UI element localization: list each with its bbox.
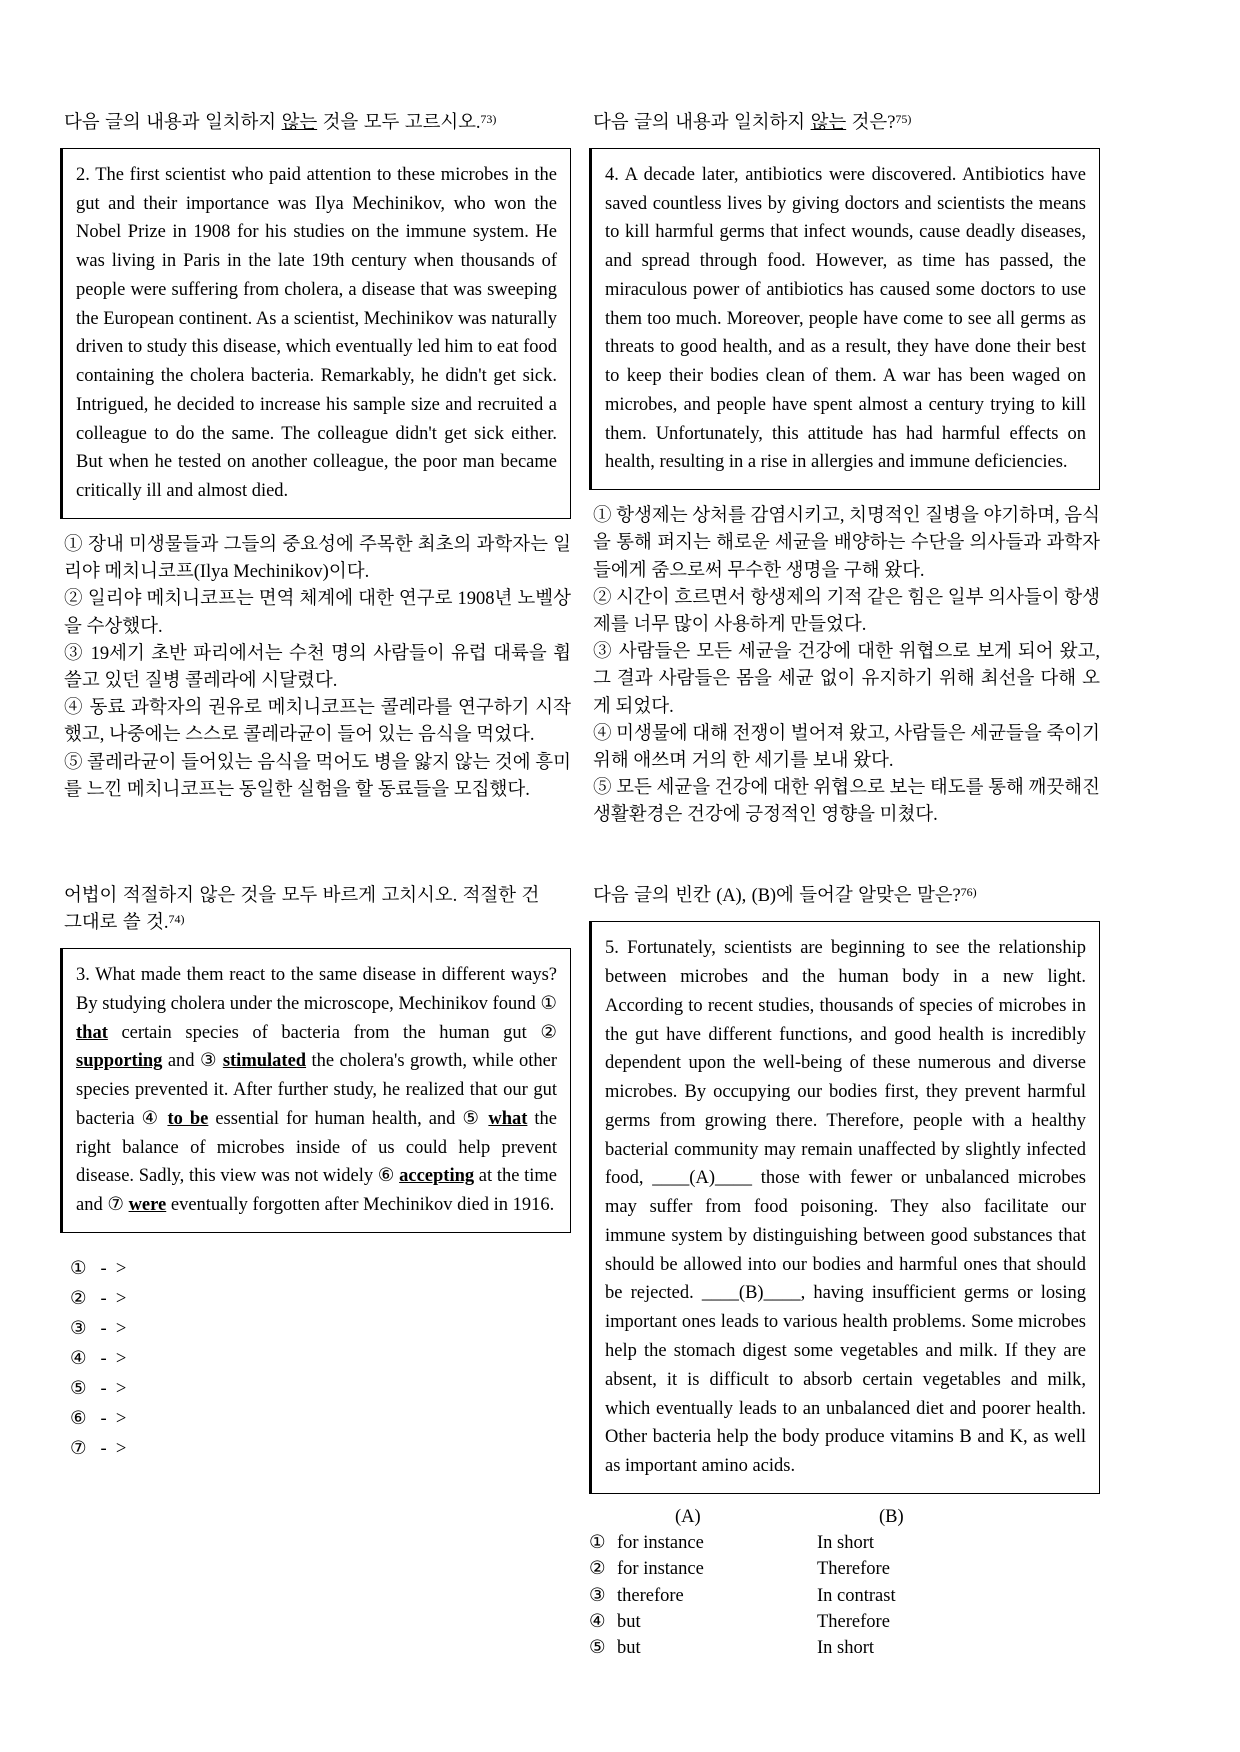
passage-segment: at the time and	[76, 1166, 557, 1216]
question-75-passage-text: 4. A decade later, antibiotics were discovered. Antibiotics have saved countless lives by giving doctors and scientists the means to kill harmful germs that infect wounds, cause deadly diseases, and spread through food. However, as time has passed, the miraculous power of antibiotics has caused some doctors to use them too much. Moreover, people have come to see all germs as threats to good health, and as a result, they have done their best to keep their bodies clean of them. A war has been waged on microbes, and people have spent almost a century trying to kill them. Unfortunately, this attitude has had harmful effects on health, resulting in a rise in allergies and immune deficiencies.	[605, 164, 1086, 473]
question-75-prompt	[593, 110, 1100, 137]
question-76-option-table	[589, 1504, 1100, 1662]
option-value-b: In contrast	[817, 1585, 896, 1606]
passage-segment: the right balance of microbes inside of us could help prevent disease. Sadly, this view was not widely	[76, 1108, 557, 1187]
grammar-underline-7[interactable]: were	[128, 1195, 167, 1216]
row-divider-space	[60, 829, 1180, 883]
question-76-prompt	[593, 883, 1100, 910]
passage-segment: certain species of bacteria from the human gut	[107, 1022, 541, 1043]
option-number: ①	[589, 1533, 606, 1554]
passage-segment: the cholera's growth, while other species prevented it. After further study, he realized that our gut bacteria	[76, 1051, 557, 1129]
column-right-bottom	[589, 883, 1100, 1661]
choice-item[interactable]: ④ 미생물에 대해 전쟁이 벌어져 왔고, 사람들은 세균들을 죽이기 위해 애쓰며 거의 한 세기를 보내 왔다.	[593, 723, 1100, 771]
question-76-passage-text	[605, 934, 1086, 1481]
option-value-a: but	[617, 1638, 641, 1659]
question-76-footnote: 76)	[960, 885, 977, 900]
top-row	[60, 110, 1180, 829]
option-row[interactable]	[589, 1530, 1100, 1556]
option-number: ⑤	[589, 1638, 606, 1659]
option-row[interactable]	[589, 1583, 1100, 1609]
grammar-marker-6: ⑥	[377, 1166, 400, 1187]
option-value-a: but	[617, 1611, 641, 1632]
grammar-marker-5: ⑤	[462, 1108, 489, 1129]
choice-item[interactable]: ④ 동료 과학자의 권유로 메치니코프는 콜레라를 연구하기 시작했고, 나중에는 스스로 콜레라균이 들어 있는 음식을 먹었다.	[64, 698, 571, 746]
question-73-footnote: 73)	[480, 112, 497, 126]
header-spacer	[589, 1504, 617, 1530]
grammar-underline-3[interactable]: stimulated	[222, 1051, 307, 1072]
question-75-footnote: 75)	[895, 112, 912, 126]
question-74-prompt-line1: 어법이 적절하지 않은 것을 모두 바르게 고치시오. 적절한 건	[64, 886, 540, 907]
question-73-prompt-underline: 않는	[281, 113, 318, 133]
answer-line[interactable]: ③ - >	[70, 1318, 127, 1339]
passage-segment: and	[162, 1051, 200, 1072]
choice-item[interactable]: ③ 사람들은 모든 세균을 건강에 대한 위협으로 보게 되어 왔고, 그 결과 사람들은 몸을 세균 없이 유지하기 위해 최선을 다해 오게 되었다.	[593, 642, 1100, 717]
question-75-passage-box	[589, 148, 1100, 490]
question-73-choices	[64, 532, 571, 804]
choice-item[interactable]: ② 일리야 메치니코프는 면역 체계에 대한 연구로 1908년 노벨상을 수상했다.	[64, 589, 571, 637]
question-75-prompt-post: 것은?	[846, 113, 896, 133]
question-74-passage-box	[60, 948, 571, 1233]
grammar-marker-4: ④	[141, 1108, 168, 1129]
passage-segment: , having insufficient germs or losing important ones leads to various health problems. Some microbes help the stomach digest some vegetables and milk. If they are absent, it is difficult to absorb certain vegetables and milk, which eventually leads to an unbalanced diet and poorer health. Other bacteria help the body produce vitamins B and K, as well as important amino acids.	[605, 1283, 1087, 1477]
option-value-a: therefore	[617, 1585, 684, 1606]
answer-line[interactable]: ⑦ - >	[70, 1438, 127, 1459]
bottom-row	[60, 883, 1180, 1661]
question-74-prompt-line2: 그대로 쓸 것.	[64, 913, 169, 934]
option-row[interactable]	[589, 1635, 1100, 1661]
option-table-header	[589, 1504, 1100, 1530]
grammar-underline-1[interactable]: that	[76, 1022, 108, 1043]
grammar-underline-2[interactable]: supporting	[76, 1051, 163, 1072]
question-73-passage-text: 2. The first scientist who paid attention to these microbes in the gut and their importance was Ilya Mechinikov, who won the Nobel Prize in 1908 for his studies on the immune system. He was living in Paris in the late 19th century when thousands of people were suffering from cholera, a disease that was sweeping the European continent. As a scientist, Mechinikov was naturally driven to study this disease, which eventually led him to eat food containing the cholera bacteria. Remarkably, he didn't get sick. Intrigued, he decided to increase his sample size and recruited a colleague to do the same. The colleague didn't get sick either. But when he tested on another colleague, the poor man became critically ill and almost died.	[76, 164, 557, 502]
choice-item[interactable]: ③ 19세기 초반 파리에서는 수천 명의 사람들이 유럽 대륙을 휩쓸고 있던 질병 콜레라에 시달렸다.	[64, 643, 571, 691]
passage-segment: those with fewer or unbalanced microbes may suffer from food poisoning. They also facilitate our immune system by distinguishing between good substances that should be allowed into our bodies and harmful ones that should be rejected.	[605, 1168, 1086, 1304]
passage-segment: 3. What made them react to the same disease in different ways? By studying cholera under the microscope, Mechinikov found	[76, 965, 557, 1014]
column-right-top	[589, 110, 1100, 829]
passage-segment: eventually forgotten after Mechinikov died in 1916.	[166, 1195, 555, 1216]
question-73-passage-box	[60, 148, 571, 519]
choice-item[interactable]: ⑤ 모든 세균을 건강에 대한 위협으로 보는 태도를 통해 깨끗해진 생활환경은 건강에 긍정적인 영향을 미쳤다.	[593, 778, 1100, 826]
question-73-prompt	[64, 110, 571, 137]
choice-item[interactable]: ① 항생제는 상처를 감염시키고, 치명적인 질병을 야기하며, 음식을 통해 퍼지는 해로운 세균을 배양하는 수단을 의사들과 과학자들에게 줌으로써 무수한 생명을 구해 왔다.	[593, 506, 1100, 581]
blank-a[interactable]: ____(A)____	[652, 1168, 752, 1189]
grammar-marker-2: ②	[540, 1022, 557, 1043]
question-73-prompt-pre: 다음 글의 내용과 일치하지	[64, 113, 282, 133]
passage-segment: essential for human health, and	[208, 1108, 463, 1129]
question-74-answer-lines	[70, 1255, 571, 1465]
option-value-b: Therefore	[817, 1559, 890, 1580]
question-74-footnote: 74)	[168, 912, 185, 927]
option-value-b: In short	[817, 1533, 875, 1554]
grammar-marker-3: ③	[199, 1051, 223, 1072]
answer-line[interactable]: ② - >	[70, 1288, 127, 1309]
option-row[interactable]	[589, 1609, 1100, 1635]
question-73-prompt-post: 것을 모두 고르시오.	[317, 113, 481, 133]
passage-segment: 5. Fortunately, scientists are beginning to see the relationship between microbes and the human body in a new light. According to recent studies, thousands of species of microbes in the gut have different functions, and good health is incredibly dependent upon the well-being of these numerous and diverse microbes. By occupying our bodies first, they prevent harmful germs from growing there. Therefore, people with a healthy bacterial community may remain unaffected by slightly infected food,	[605, 938, 1086, 1189]
option-row[interactable]	[589, 1556, 1100, 1582]
question-75-prompt-pre: 다음 글의 내용과 일치하지	[593, 113, 811, 133]
answer-line[interactable]: ⑤ - >	[70, 1378, 127, 1399]
header-a: (A)	[675, 1506, 701, 1527]
grammar-marker-7: ⑦	[107, 1195, 129, 1216]
choice-item[interactable]: ① 장내 미생물들과 그들의 중요성에 주목한 최초의 과학자는 일리야 메치니코프(Ilya Mechinikov)이다.	[64, 535, 571, 583]
question-76-passage-box	[589, 921, 1100, 1494]
blank-b[interactable]: ____(B)____	[701, 1283, 801, 1304]
question-74-passage-text	[76, 961, 557, 1220]
column-left-bottom	[60, 883, 571, 1464]
option-value-b: In short	[817, 1638, 875, 1659]
column-left-top	[60, 110, 571, 804]
question-76-prompt-text: 다음 글의 빈칸 (A), (B)에 들어갈 알맞은 말은?	[593, 886, 961, 907]
header-b: (B)	[879, 1506, 904, 1527]
option-value-b: Therefore	[817, 1611, 890, 1632]
answer-line[interactable]: ⑥ - >	[70, 1408, 127, 1429]
option-number: ②	[589, 1559, 606, 1580]
option-number: ④	[589, 1611, 606, 1632]
option-value-a: for instance	[617, 1533, 704, 1554]
option-number: ③	[589, 1585, 606, 1606]
grammar-underline-6[interactable]: accepting	[399, 1166, 475, 1187]
choice-item[interactable]: ② 시간이 흐르면서 항생제의 기적 같은 힘은 일부 의사들이 항생제를 너무 많이 사용하게 만들었다.	[593, 587, 1100, 635]
grammar-marker-1: ①	[540, 993, 557, 1014]
option-value-a: for instance	[617, 1559, 704, 1580]
grammar-underline-4[interactable]: to be	[167, 1108, 209, 1129]
grammar-underline-5[interactable]: what	[488, 1108, 528, 1129]
question-75-prompt-underline: 않는	[810, 113, 847, 133]
answer-line[interactable]: ① - >	[70, 1259, 127, 1279]
choice-item[interactable]: ⑤ 콜레라균이 들어있는 음식을 먹어도 병을 앓지 않는 것에 흥미를 느낀 메치니코프는 동일한 실험을 할 동료들을 모집했다.	[64, 752, 571, 800]
question-75-choices	[593, 503, 1100, 829]
question-74-prompt	[64, 883, 571, 937]
answer-line[interactable]: ④ - >	[70, 1348, 127, 1369]
